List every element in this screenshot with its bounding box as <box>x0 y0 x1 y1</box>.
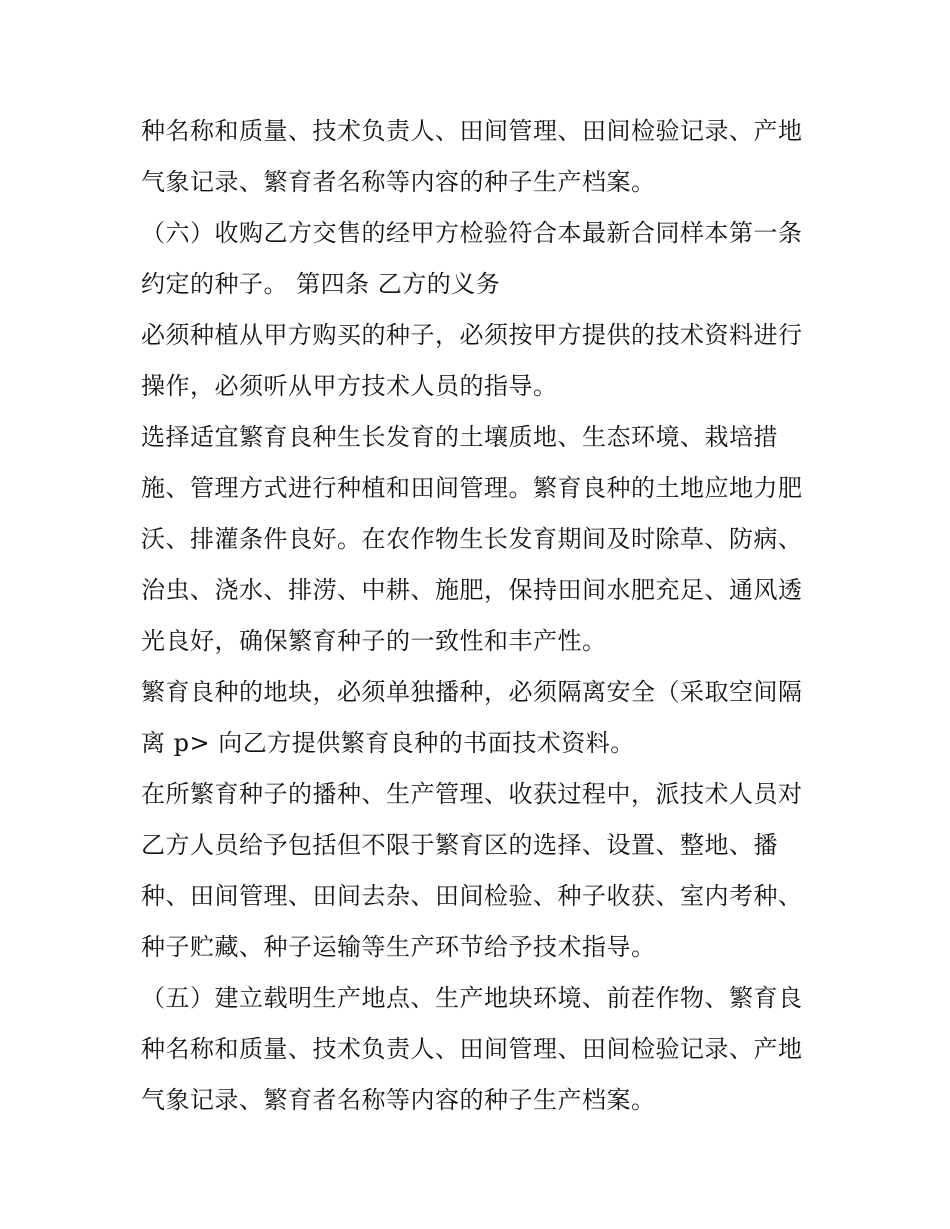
text-line: （六）收购乙方交售的经甲方检验符合本最新合同样本第一条 <box>141 219 803 247</box>
text-line: 种名称和质量、技术负责人、田间管理、田间检验记录、产地 <box>141 117 803 145</box>
text-line: 气象记录、繁育者名称等内容的种子生产档案。 <box>141 1086 656 1114</box>
text-line: 必须种植从甲方购买的种子，必须按甲方提供的技术资料进行 <box>141 321 803 349</box>
text-line: 选择适宜繁育良种生长发育的土壤质地、生态环境、栽培措 <box>141 423 778 451</box>
text-line: 气象记录、繁育者名称等内容的种子生产档案。 <box>141 168 656 196</box>
text-line: 繁育良种的地块，必须单独播种，必须隔离安全（采取空间隔 <box>141 678 803 706</box>
text-line: 光良好，确保繁育种子的一致性和丰产性。 <box>141 627 607 655</box>
text-line: 约定的种子。 第四条 乙方的义务 <box>141 270 501 298</box>
document-body <box>141 106 821 1126</box>
text-line: 在所繁育种子的播种、生产管理、收获过程中，派技术人员对 <box>141 780 803 808</box>
text-line: （五）建立载明生产地点、生产地块环境、前茬作物、繁育良 <box>141 984 803 1012</box>
text-line: 种、田间管理、田间去杂、田间检验、种子收获、室内考种、 <box>141 882 803 910</box>
text-line: 种名称和质量、技术负责人、田间管理、田间检验记录、产地 <box>141 1035 803 1063</box>
text-line: 乙方人员给予包括但不限于繁育区的选择、设置、整地、播 <box>141 831 778 859</box>
text-line: 治虫、浇水、排涝、中耕、施肥，保持田间水肥充足、通风透 <box>141 576 803 604</box>
text-line: 施、管理方式进行种植和田间管理。繁育良种的土地应地力肥 <box>141 474 803 502</box>
text-line: 沃、排灌条件良好。在农作物生长发育期间及时除草、防病、 <box>141 525 803 553</box>
text-line: 离 p> 向乙方提供繁育良种的书面技术资料。 <box>141 729 635 757</box>
text-line: 操作，必须听从甲方技术人员的指导。 <box>141 372 558 400</box>
text-line: 种子贮藏、种子运输等生产环节给予技术指导。 <box>141 933 656 961</box>
